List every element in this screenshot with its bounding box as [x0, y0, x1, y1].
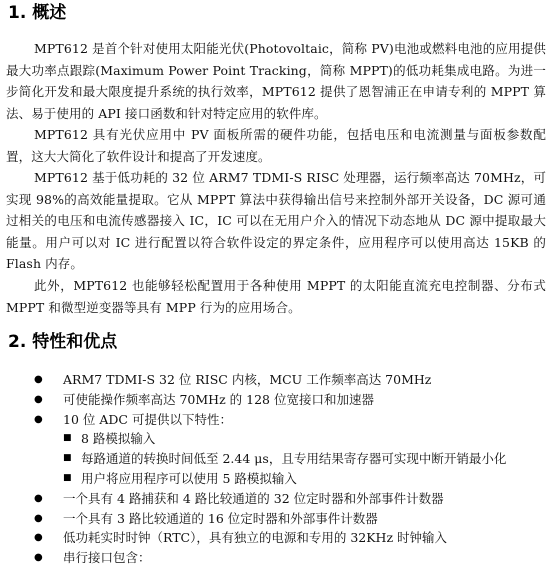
feature-item — [0, 410, 554, 430]
section-heading-overview: 1. 概述 — [8, 3, 67, 23]
bullet-dot: ● — [34, 512, 43, 524]
paragraph-hardware: MPT612 具有光伏应用中 PV 面板所需的硬件功能，包括电压和电流测量与面板参数配置，这大大简化了软件设计和提高了开发速度。 — [6, 127, 546, 164]
section-heading-features: 2. 特性和优点 — [8, 332, 118, 352]
bullet-square: ■ — [63, 453, 72, 464]
feature-item — [0, 370, 554, 390]
feature-item-text: 10 位 ADC 可提供以下特性： — [63, 411, 232, 427]
feature-item-text: 可使能操作频率高达 70MHz 的 128 位宽接口和加速器 — [63, 391, 374, 407]
feature-item — [0, 390, 554, 410]
paragraph-intro: MPT612 是首个针对使用太阳能光伏(Photovoltaic，简称 PV)电池或燃料电池的应用提供最大功率点跟踪(Maximum Power Point Tracking，简称 MPPT)的低功耗集成电路。为进一步简化开发和最大限度提升系统的执行效率，MPT612 提供了恩智浦正在申请专利的 MPPT 算法、易于使用的 API 接口函数和针对特定应用的软件库。 — [6, 41, 546, 121]
feature-subitem — [0, 469, 554, 489]
bullet-square: ■ — [63, 433, 72, 444]
feature-item-text: 串行接口包含： — [63, 550, 151, 566]
feature-item-text: 一个具有 4 路捕获和 4 路比较通道的 32 位定时器和外部事件计数器 — [63, 490, 444, 506]
bullet-square: ■ — [63, 472, 72, 483]
feature-subitem-text: 8 路模拟输入 — [81, 431, 156, 447]
feature-item-text: 低功耗实时时钟（RTC），具有独立的电源和专用的 32KHz 时钟输入 — [63, 530, 448, 546]
bullet-dot: ● — [34, 413, 43, 425]
feature-subitem — [0, 429, 554, 449]
bullet-dot: ● — [34, 552, 43, 564]
bullet-dot: ● — [34, 374, 43, 385]
bullet-dot: ● — [34, 532, 43, 544]
bullet-dot: ● — [34, 492, 43, 504]
bullet-dot: ● — [34, 393, 43, 405]
feature-subitem — [0, 449, 554, 469]
paragraph-processor: MPT612 基于低功耗的 32 位 ARM7 TDMI-S RISC 处理器，运行频率高达 70MHz，可实现 98%的高效能量提取。它从 MPPT 算法中获得输出信号来控制外部开关设备，DC 源可通过相关的电压和电流传感器接入 IC，IC 可以在无用户介入的情况下动态地从 DC 源中提取最大能量。用户可以对 IC 进行配置以符合软件设定的界定条件，应用程序可以使用高达 15KB 的 Flash 内存。 — [6, 170, 546, 271]
feature-item — [0, 509, 554, 529]
paragraph-applications: 此外，MPT612 也能够轻松配置用于各种使用 MPPT 的太阳能直流充电控制器、分布式 MPPT 和微型逆变器等具有 MPP 行为的应用场合。 — [6, 278, 546, 315]
feature-item — [0, 489, 554, 509]
feature-subitem-text: 每路通道的转换时间低至 2.44 μs，且专用结果寄存器可实现中断开销最小化 — [81, 451, 507, 467]
feature-item — [0, 528, 554, 548]
feature-list — [0, 370, 554, 568]
feature-item-text: 一个具有 3 路比较通道的 16 位定时器和外部事件计数器 — [63, 510, 378, 526]
feature-item-text: ARM7 TDMI-S 32 位 RISC 内核，MCU 工作频率高达 70MHz — [63, 372, 432, 387]
feature-item — [0, 548, 554, 568]
feature-subitem-text: 用户将应用程序可以使用 5 路模拟输入 — [81, 470, 297, 486]
